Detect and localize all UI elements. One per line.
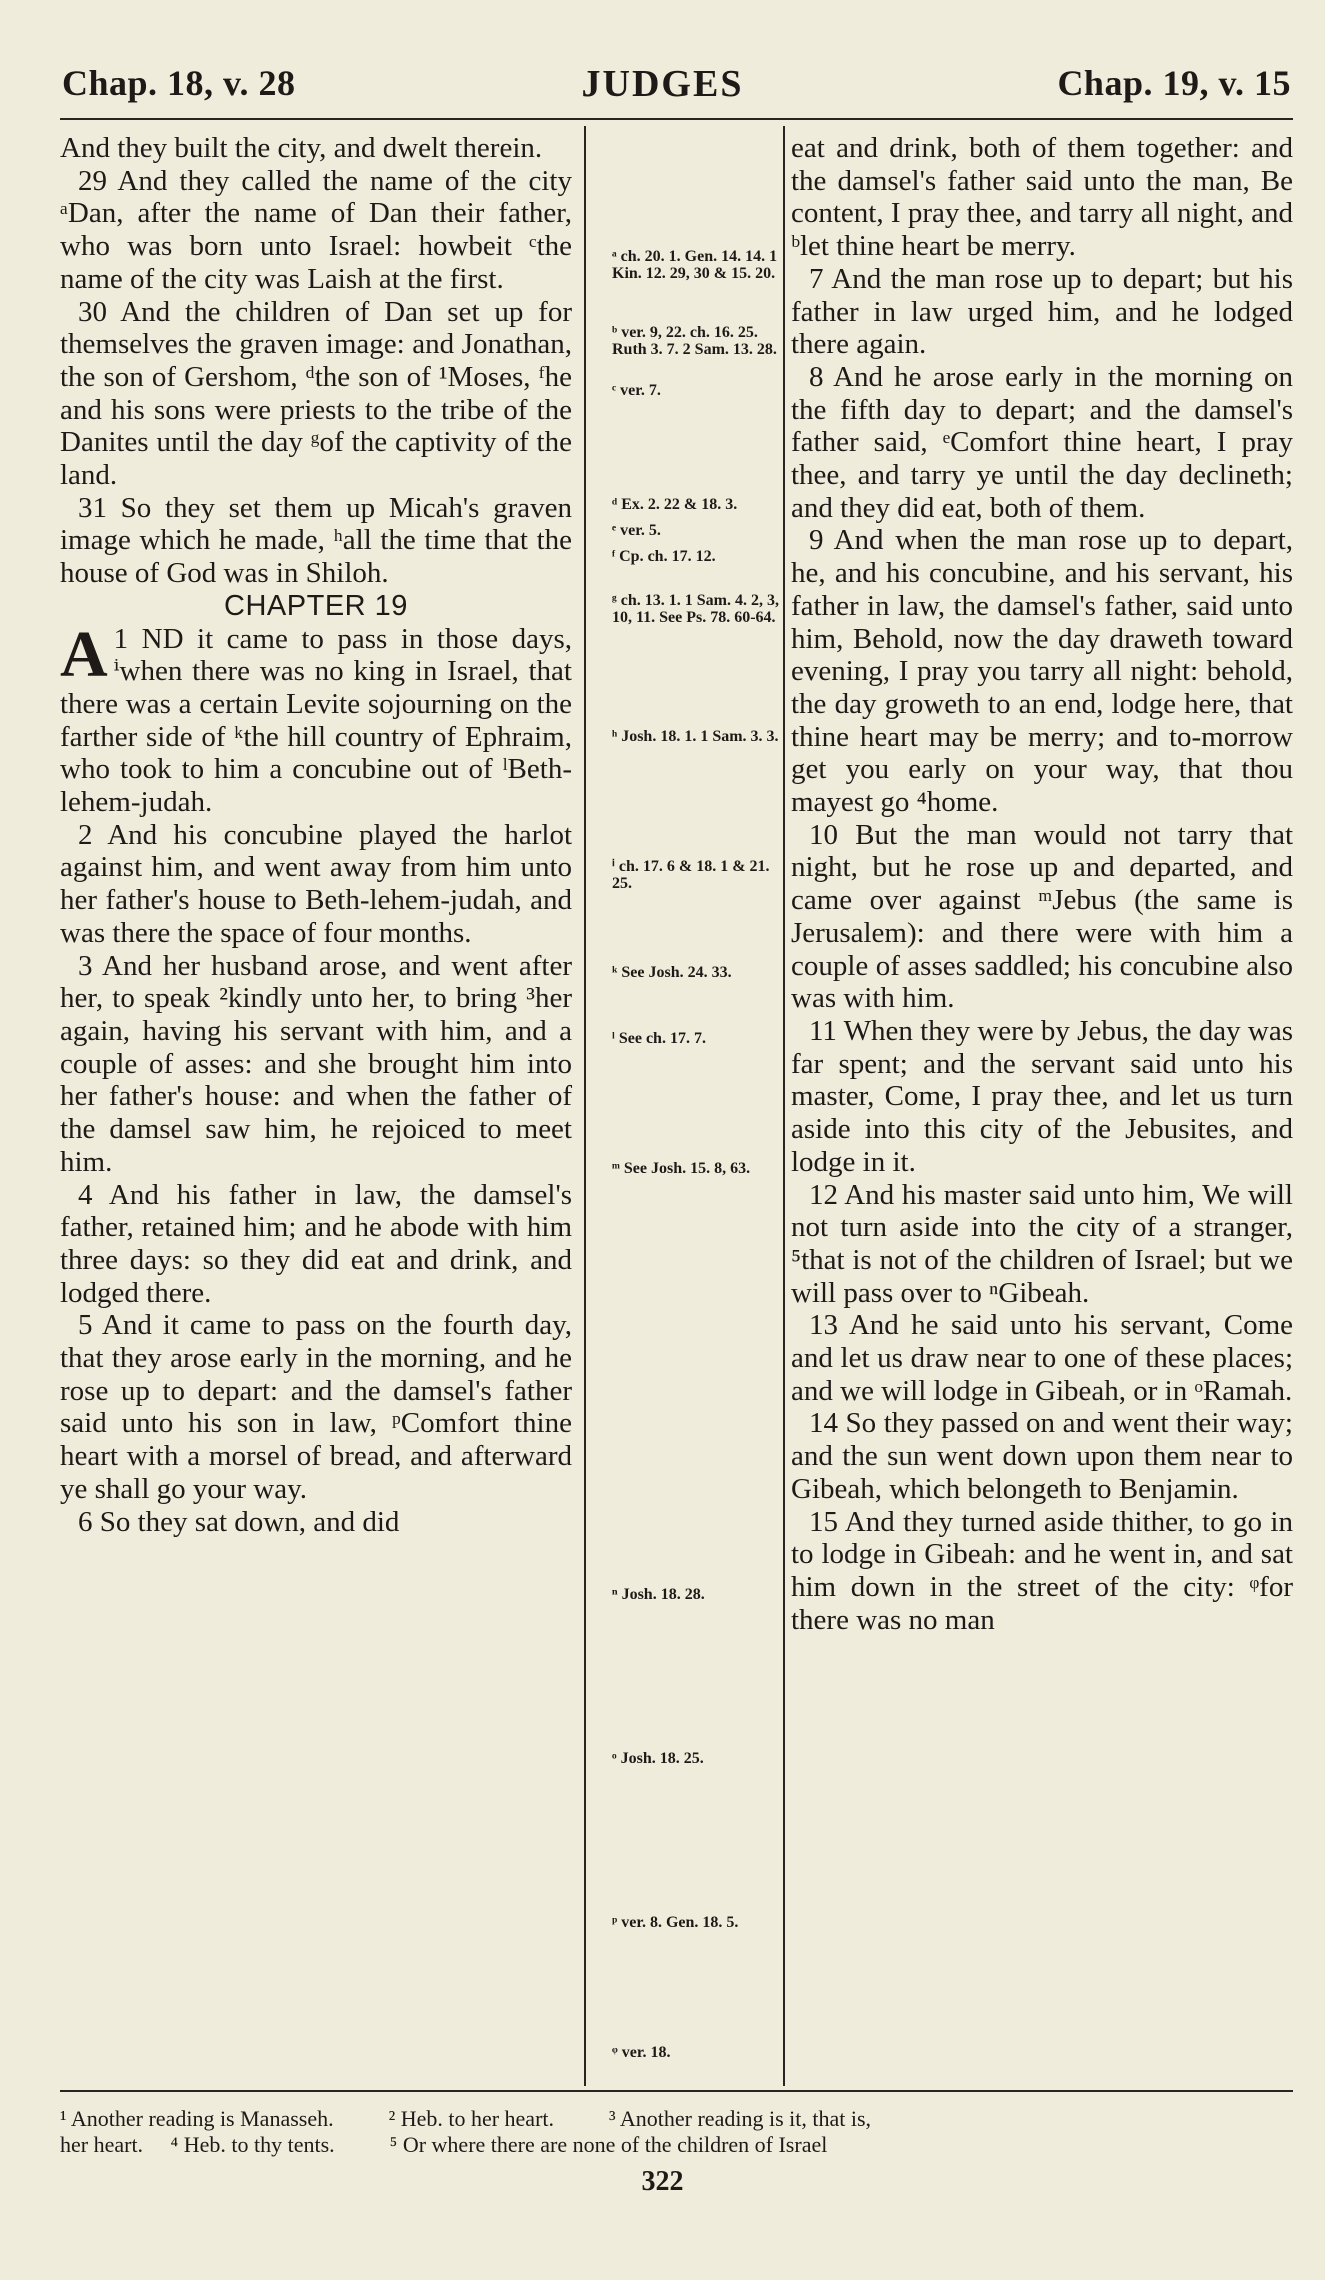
verse-text: 7 And the man rose up to depart; but his father in law urged him, and he lodged there again. — [791, 262, 1293, 361]
left-text-column — [60, 132, 572, 1538]
margin-ref: ⁿ Josh. 18. 28. — [612, 1586, 705, 1603]
footnotes — [60, 2106, 1300, 2158]
margin-ref: ᵐ See Josh. 15. 8, 63. — [612, 1160, 751, 1177]
verse-text: 8 And he arose early in the morning on the fifth day to depart; and the damsel's father said, ᵉComfort thine heart, I pray thee, and tarry ye until the day declineth; and they did eat, both of them. — [791, 360, 1293, 524]
margin-ref: ᶜ ver. 7. — [612, 382, 661, 399]
verse-text-first — [60, 617, 572, 819]
verse-text: 5 And it came to pass on the fourth day, that they arose early in the morning, and he rose up to depart: and the damsel's father said unto his son in law, ᵖComfort thine heart with a morsel of bread, and afterward ye shall go your way. — [60, 1309, 572, 1505]
margin-ref: ᵍ ch. 13. 1. 1 Sam. 4. 2, 3, 10, 11. See Ps. 78. 60-64. — [612, 592, 779, 626]
verse-text: 2 And his concubine played the harlot against him, and went away from him unto her father's house to Beth-lehem-judah, and was there the space of four months. — [60, 818, 572, 949]
running-header-title: JUDGES — [581, 63, 744, 105]
verse-text: 3 And her husband arose, and went after her, to speak ²kindly unto her, to bring ³her again, having his servant with him, and a couple of asses: and she brought him into her father's house: and when the father of the damsel saw him, he rejoiced to meet him. — [60, 949, 572, 1178]
margin-ref: ⁱ ch. 17. 6 & 18. 1 & 21. 25. — [612, 858, 770, 892]
margin-ref: ˡ See ch. 17. 7. — [612, 1030, 706, 1047]
verse-text: 6 So they sat down, and did — [78, 1505, 400, 1538]
footnote-rule — [60, 2090, 1293, 2092]
margin-ref: ᵃ ch. 20. 1. Gen. 14. 14. 1 Kin. 12. 29, 30 & 15. 20. — [612, 248, 778, 282]
footnote-line: ¹ Another reading is Manasseh. ² Heb. to her heart. ³ Another reading is it, that is, — [60, 2106, 872, 2131]
margin-ref: ᵇ ver. 9, 22. ch. 16. 25. Ruth 3. 7. 2 Sam. 13. 28. — [612, 324, 777, 358]
running-header-right: Chap. 19, v. 15 — [1057, 63, 1291, 103]
verse-text: 31 So they set them up Micah's graven image which he made, ʰall the time that the house of God was in Shiloh. — [60, 491, 572, 590]
verse-text: 30 And the children of Dan set up for themselves the graven image: and Jonathan, the son of Gershom, ᵈthe son of ¹Moses, ᶠhe and his sons were priests to the tribe of the Danites until the day ᵍof the captivity of the land. — [60, 295, 572, 492]
margin-ref: ᵒ Josh. 18. 25. — [612, 1750, 704, 1767]
margin-ref: ʰ Josh. 18. 1. 1 Sam. 3. 3. — [612, 728, 779, 745]
verse-text: 12 And his master said unto him, We will not turn aside into the city of a stranger, ⁵that is not of the children of Israel; but we will pass over to ⁿGibeah. — [791, 1178, 1293, 1309]
margin-ref: ᵠ ver. 18. — [612, 2044, 671, 2061]
verse-text: 9 And when the man rose up to depart, he, and his concubine, and his servant, his father in law, the damsel's father, said unto him, Behold, now the day draweth toward evening, I pray you tarry all night: behold, the day groweth to an end, lodge here, that thine heart may be merry; and to-morrow get you early on your way, that thou mayest go ⁴home. — [791, 524, 1293, 819]
verse-text: 13 And he said unto his servant, Come and let us draw near to one of these places; and we will lodge in Gibeah, or in ᵒRamah. — [791, 1309, 1293, 1407]
verse-text: 4 And his father in law, the damsel's father, retained him; and he abode with him three days: so they did eat and drink, and lodged there. — [60, 1178, 572, 1309]
verse-text: 14 So they passed on and went their way; and the sun went down upon them near to Gibeah, which belongeth to Benjamin. — [791, 1407, 1293, 1505]
column-divider-right — [783, 126, 785, 2086]
verse-text: 1 ND it came to pass in those days, ⁱwhen there was no king in Israel, that there was a certain Levite sojourning on the farther side of ᵏthe hill country of Ephraim, who took to him a concubine out of ˡBeth-lehem-judah. — [60, 622, 572, 819]
header-rule — [60, 118, 1293, 120]
page-number: 322 — [641, 2166, 684, 2197]
drop-cap: A — [60, 617, 108, 691]
verse-text: 10 But the man would not tarry that night, but he rose up and departed, and came over against ᵐJebus (the same is Jerusalem): and there were with him a couple of asses saddled; his concubine also was with him. — [791, 818, 1293, 1015]
verse-text: 11 When they were by Jebus, the day was far spent; and the servant said unto his master, Come, I pray thee, and let us turn aside into this city of the Jebusites, and lodge in it. — [791, 1014, 1294, 1178]
margin-ref: ᵏ See Josh. 24. 33. — [612, 964, 732, 981]
chapter-heading: CHAPTER 19 — [224, 589, 408, 622]
verse-text: 29 And they called the name of the city ᵃDan, after the name of Dan their father, who was born unto Israel: howbeit ᶜthe name of the city was Laish at the first. — [60, 164, 572, 295]
footnote-line: her heart. ⁴ Heb. to thy tents. ⁵ Or where there are none of the children of Israel — [60, 2132, 828, 2157]
right-text-column — [791, 132, 1293, 1636]
margin-ref: ᵖ ver. 8. Gen. 18. 5. — [612, 1914, 739, 1931]
running-header-left: Chap. 18, v. 28 — [62, 63, 296, 103]
verse-text: 15 And they turned aside thither, to go in to lodge in Gibeah: and he went in, and sat him down in the street of the city: ᵠfor there was no man — [791, 1505, 1293, 1636]
verse-text: eat and drink, both of them together: and the damsel's father said unto the man, Be content, I pray thee, and tarry all night, and ᵇlet thine heart be merry. — [791, 132, 1293, 263]
margin-ref: ᶠ Cp. ch. 17. 12. — [612, 548, 716, 565]
column-divider-left — [584, 126, 586, 2086]
margin-ref: ᵈ Ex. 2. 22 & 18. 3. — [612, 496, 738, 513]
verse-text: And they built the city, and dwelt therein. — [60, 132, 543, 164]
margin-ref: ᵉ ver. 5. — [612, 522, 661, 539]
